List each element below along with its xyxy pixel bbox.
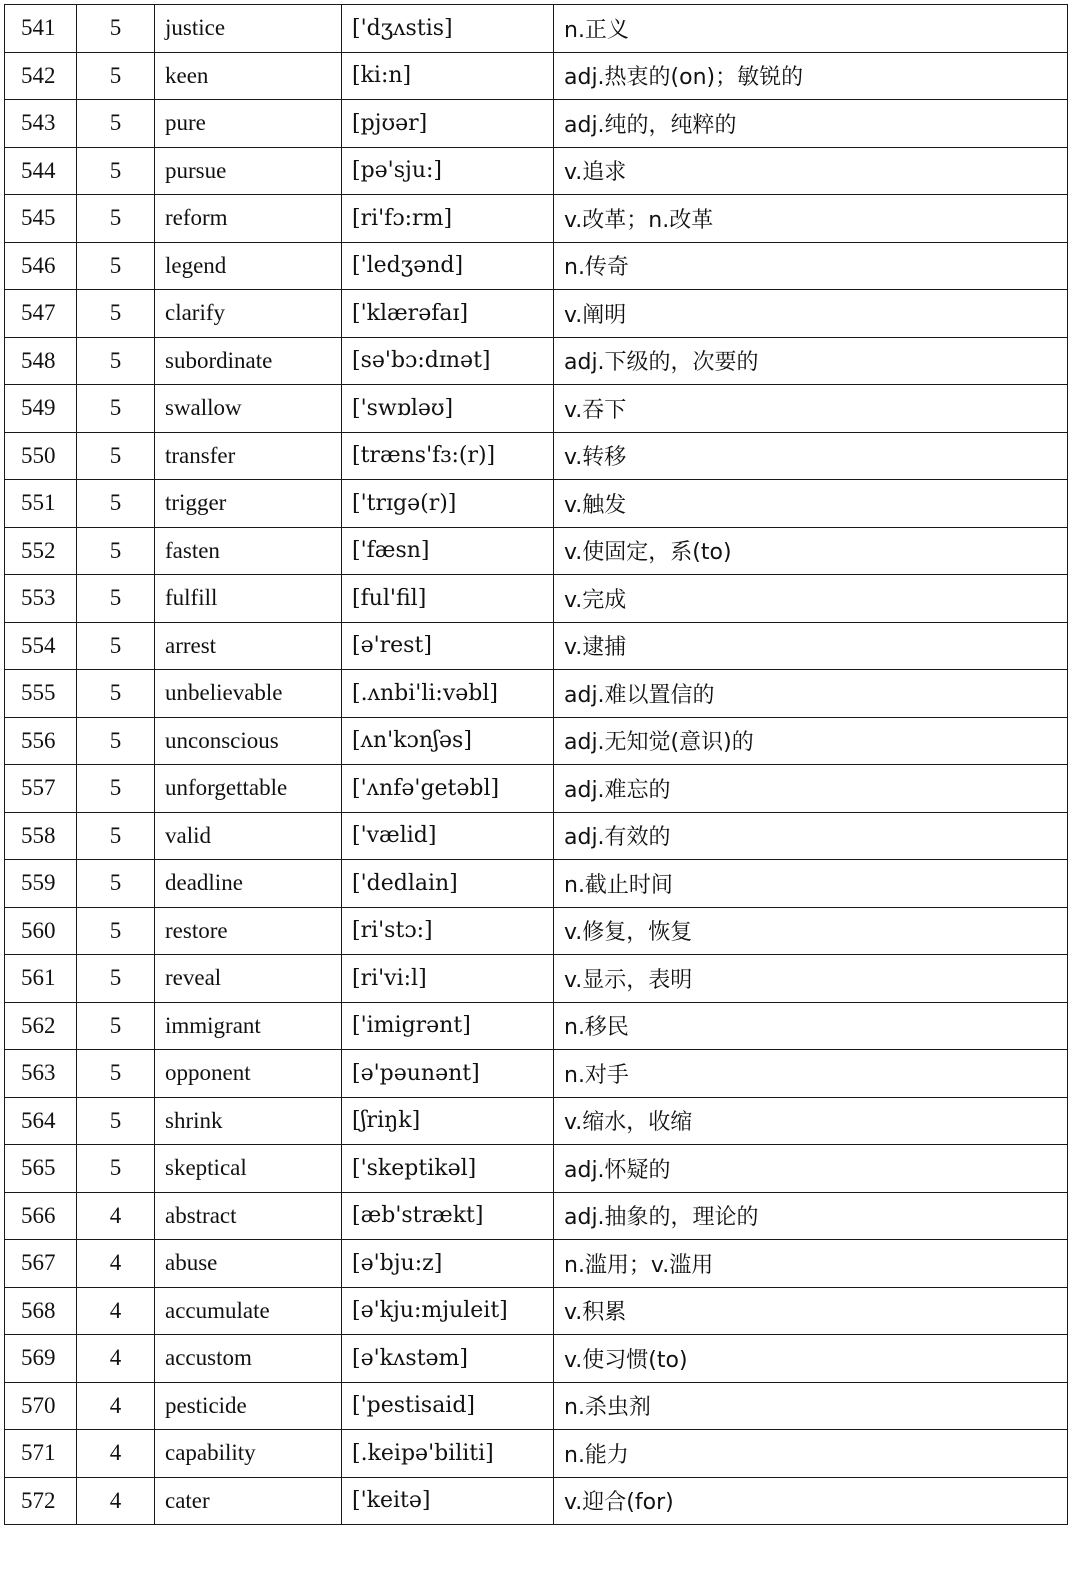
definition-cell: adj.纯的，纯粹的 bbox=[554, 100, 1068, 148]
word-cell: unconscious bbox=[155, 717, 342, 765]
table-row bbox=[5, 1430, 1068, 1478]
word-cell: swallow bbox=[155, 385, 342, 433]
definition-cell: adj.有效的 bbox=[554, 812, 1068, 860]
phonetic-cell: [ʌn'kɔnʃəs] bbox=[342, 717, 554, 765]
entry-number-cell: 570 bbox=[5, 1382, 77, 1430]
phonetic-cell: ['swɒləʊ] bbox=[342, 385, 554, 433]
frequency-cell: 5 bbox=[77, 5, 155, 53]
definition-cell: n.截止时间 bbox=[554, 860, 1068, 908]
phonetic-cell: [ki:n] bbox=[342, 52, 554, 100]
table-row bbox=[5, 860, 1068, 908]
entry-number-cell: 558 bbox=[5, 812, 77, 860]
word-cell: fasten bbox=[155, 527, 342, 575]
phonetic-cell: [træns'fɜ:(r)] bbox=[342, 432, 554, 480]
table-row bbox=[5, 147, 1068, 195]
word-cell: reveal bbox=[155, 955, 342, 1003]
entry-number-cell: 571 bbox=[5, 1430, 77, 1478]
frequency-cell: 5 bbox=[77, 622, 155, 670]
frequency-cell: 5 bbox=[77, 52, 155, 100]
word-cell: justice bbox=[155, 5, 342, 53]
table-row bbox=[5, 527, 1068, 575]
table-row bbox=[5, 622, 1068, 670]
frequency-cell: 4 bbox=[77, 1335, 155, 1383]
entry-number-cell: 547 bbox=[5, 290, 77, 338]
word-cell: trigger bbox=[155, 480, 342, 528]
phonetic-cell: [ful'fil] bbox=[342, 575, 554, 623]
table-row bbox=[5, 1192, 1068, 1240]
frequency-cell: 5 bbox=[77, 955, 155, 1003]
word-cell: cater bbox=[155, 1477, 342, 1525]
definition-cell: v.逮捕 bbox=[554, 622, 1068, 670]
table-row bbox=[5, 432, 1068, 480]
word-cell: opponent bbox=[155, 1050, 342, 1098]
table-row bbox=[5, 1145, 1068, 1193]
definition-cell: adj.抽象的，理论的 bbox=[554, 1192, 1068, 1240]
entry-number-cell: 544 bbox=[5, 147, 77, 195]
definition-cell: v.追求 bbox=[554, 147, 1068, 195]
frequency-cell: 5 bbox=[77, 385, 155, 433]
definition-cell: v.使固定，系(to) bbox=[554, 527, 1068, 575]
word-cell: immigrant bbox=[155, 1002, 342, 1050]
phonetic-cell: ['trɪgə(r)] bbox=[342, 480, 554, 528]
table-row bbox=[5, 717, 1068, 765]
entry-number-cell: 549 bbox=[5, 385, 77, 433]
definition-cell: n.能力 bbox=[554, 1430, 1068, 1478]
table-row bbox=[5, 765, 1068, 813]
frequency-cell: 5 bbox=[77, 812, 155, 860]
entry-number-cell: 546 bbox=[5, 242, 77, 290]
frequency-cell: 4 bbox=[77, 1382, 155, 1430]
entry-number-cell: 552 bbox=[5, 527, 77, 575]
word-cell: keen bbox=[155, 52, 342, 100]
word-cell: unbelievable bbox=[155, 670, 342, 718]
phonetic-cell: [ri'stɔ:] bbox=[342, 907, 554, 955]
frequency-cell: 5 bbox=[77, 242, 155, 290]
table-row bbox=[5, 1097, 1068, 1145]
entry-number-cell: 548 bbox=[5, 337, 77, 385]
table-row bbox=[5, 1002, 1068, 1050]
entry-number-cell: 557 bbox=[5, 765, 77, 813]
word-cell: unforgettable bbox=[155, 765, 342, 813]
definition-cell: n.滥用；v.滥用 bbox=[554, 1240, 1068, 1288]
table-row bbox=[5, 670, 1068, 718]
frequency-cell: 5 bbox=[77, 1145, 155, 1193]
table-row bbox=[5, 52, 1068, 100]
entry-number-cell: 555 bbox=[5, 670, 77, 718]
phonetic-cell: [.ʌnbi'li:vəbl] bbox=[342, 670, 554, 718]
frequency-cell: 5 bbox=[77, 1002, 155, 1050]
frequency-cell: 5 bbox=[77, 575, 155, 623]
entry-number-cell: 542 bbox=[5, 52, 77, 100]
phonetic-cell: ['klærəfaɪ] bbox=[342, 290, 554, 338]
definition-cell: v.使习惯(to) bbox=[554, 1335, 1068, 1383]
definition-cell: v.吞下 bbox=[554, 385, 1068, 433]
word-cell: capability bbox=[155, 1430, 342, 1478]
table-row bbox=[5, 1382, 1068, 1430]
phonetic-cell: [ʃriŋk] bbox=[342, 1097, 554, 1145]
phonetic-cell: ['fæsn] bbox=[342, 527, 554, 575]
table-row bbox=[5, 1240, 1068, 1288]
entry-number-cell: 568 bbox=[5, 1287, 77, 1335]
frequency-cell: 5 bbox=[77, 765, 155, 813]
entry-number-cell: 569 bbox=[5, 1335, 77, 1383]
phonetic-cell: [ə'pəunənt] bbox=[342, 1050, 554, 1098]
word-cell: arrest bbox=[155, 622, 342, 670]
entry-number-cell: 559 bbox=[5, 860, 77, 908]
table-row bbox=[5, 385, 1068, 433]
phonetic-cell: [ri'vi:l] bbox=[342, 955, 554, 1003]
table-row bbox=[5, 907, 1068, 955]
definition-cell: adj.下级的，次要的 bbox=[554, 337, 1068, 385]
word-cell: valid bbox=[155, 812, 342, 860]
phonetic-cell: [pə'sju:] bbox=[342, 147, 554, 195]
word-cell: fulfill bbox=[155, 575, 342, 623]
phonetic-cell: ['skeptikəl] bbox=[342, 1145, 554, 1193]
phonetic-cell: [ə'kju:mjuleit] bbox=[342, 1287, 554, 1335]
phonetic-cell: ['ʌnfə'getəbl] bbox=[342, 765, 554, 813]
definition-cell: adj.怀疑的 bbox=[554, 1145, 1068, 1193]
entry-number-cell: 556 bbox=[5, 717, 77, 765]
table-row bbox=[5, 480, 1068, 528]
frequency-cell: 5 bbox=[77, 1097, 155, 1145]
phonetic-cell: [.keipə'biliti] bbox=[342, 1430, 554, 1478]
frequency-cell: 5 bbox=[77, 337, 155, 385]
entry-number-cell: 543 bbox=[5, 100, 77, 148]
definition-cell: v.转移 bbox=[554, 432, 1068, 480]
frequency-cell: 5 bbox=[77, 147, 155, 195]
entry-number-cell: 565 bbox=[5, 1145, 77, 1193]
word-cell: accustom bbox=[155, 1335, 342, 1383]
frequency-cell: 4 bbox=[77, 1192, 155, 1240]
table-row bbox=[5, 575, 1068, 623]
table-row bbox=[5, 1335, 1068, 1383]
frequency-cell: 5 bbox=[77, 717, 155, 765]
definition-cell: v.迎合(for) bbox=[554, 1477, 1068, 1525]
word-cell: transfer bbox=[155, 432, 342, 480]
table-row bbox=[5, 955, 1068, 1003]
frequency-cell: 5 bbox=[77, 527, 155, 575]
definition-cell: n.杀虫剂 bbox=[554, 1382, 1068, 1430]
definition-cell: n.传奇 bbox=[554, 242, 1068, 290]
definition-cell: n.正义 bbox=[554, 5, 1068, 53]
table-row bbox=[5, 242, 1068, 290]
definition-cell: n.对手 bbox=[554, 1050, 1068, 1098]
definition-cell: n.移民 bbox=[554, 1002, 1068, 1050]
phonetic-cell: ['vælid] bbox=[342, 812, 554, 860]
phonetic-cell: ['dʒʌstis] bbox=[342, 5, 554, 53]
vocabulary-table bbox=[4, 4, 1068, 1525]
frequency-cell: 4 bbox=[77, 1477, 155, 1525]
phonetic-cell: ['pestisaid] bbox=[342, 1382, 554, 1430]
word-cell: reform bbox=[155, 195, 342, 243]
table-row bbox=[5, 5, 1068, 53]
word-cell: pesticide bbox=[155, 1382, 342, 1430]
entry-number-cell: 545 bbox=[5, 195, 77, 243]
vocabulary-table-body bbox=[5, 5, 1068, 1525]
word-cell: subordinate bbox=[155, 337, 342, 385]
definition-cell: adj.热衷的(on)；敏锐的 bbox=[554, 52, 1068, 100]
word-cell: abuse bbox=[155, 1240, 342, 1288]
table-row bbox=[5, 1050, 1068, 1098]
frequency-cell: 5 bbox=[77, 670, 155, 718]
table-row bbox=[5, 290, 1068, 338]
entry-number-cell: 560 bbox=[5, 907, 77, 955]
word-cell: legend bbox=[155, 242, 342, 290]
word-cell: clarify bbox=[155, 290, 342, 338]
phonetic-cell: [ə'kʌstəm] bbox=[342, 1335, 554, 1383]
definition-cell: v.缩水，收缩 bbox=[554, 1097, 1068, 1145]
phonetic-cell: [æb'strækt] bbox=[342, 1192, 554, 1240]
definition-cell: v.积累 bbox=[554, 1287, 1068, 1335]
frequency-cell: 5 bbox=[77, 100, 155, 148]
word-cell: accumulate bbox=[155, 1287, 342, 1335]
entry-number-cell: 551 bbox=[5, 480, 77, 528]
definition-cell: v.触发 bbox=[554, 480, 1068, 528]
definition-cell: adj.无知觉(意识)的 bbox=[554, 717, 1068, 765]
word-cell: skeptical bbox=[155, 1145, 342, 1193]
entry-number-cell: 567 bbox=[5, 1240, 77, 1288]
definition-cell: v.阐明 bbox=[554, 290, 1068, 338]
frequency-cell: 5 bbox=[77, 1050, 155, 1098]
table-row bbox=[5, 812, 1068, 860]
definition-cell: adj.难忘的 bbox=[554, 765, 1068, 813]
entry-number-cell: 554 bbox=[5, 622, 77, 670]
frequency-cell: 4 bbox=[77, 1430, 155, 1478]
entry-number-cell: 550 bbox=[5, 432, 77, 480]
table-row bbox=[5, 195, 1068, 243]
phonetic-cell: ['imigrənt] bbox=[342, 1002, 554, 1050]
word-cell: shrink bbox=[155, 1097, 342, 1145]
phonetic-cell: [ə'rest] bbox=[342, 622, 554, 670]
word-cell: abstract bbox=[155, 1192, 342, 1240]
definition-cell: v.显示，表明 bbox=[554, 955, 1068, 1003]
word-cell: deadline bbox=[155, 860, 342, 908]
phonetic-cell: [ri'fɔ:rm] bbox=[342, 195, 554, 243]
frequency-cell: 4 bbox=[77, 1240, 155, 1288]
frequency-cell: 5 bbox=[77, 432, 155, 480]
definition-cell: v.修复，恢复 bbox=[554, 907, 1068, 955]
entry-number-cell: 562 bbox=[5, 1002, 77, 1050]
phonetic-cell: [pjʊər] bbox=[342, 100, 554, 148]
frequency-cell: 5 bbox=[77, 290, 155, 338]
definition-cell: adj.难以置信的 bbox=[554, 670, 1068, 718]
entry-number-cell: 563 bbox=[5, 1050, 77, 1098]
entry-number-cell: 561 bbox=[5, 955, 77, 1003]
phonetic-cell: [ə'bju:z] bbox=[342, 1240, 554, 1288]
table-row bbox=[5, 1477, 1068, 1525]
frequency-cell: 5 bbox=[77, 907, 155, 955]
entry-number-cell: 572 bbox=[5, 1477, 77, 1525]
entry-number-cell: 553 bbox=[5, 575, 77, 623]
entry-number-cell: 541 bbox=[5, 5, 77, 53]
word-cell: pursue bbox=[155, 147, 342, 195]
phonetic-cell: ['keitə] bbox=[342, 1477, 554, 1525]
definition-cell: v.改革；n.改革 bbox=[554, 195, 1068, 243]
word-cell: pure bbox=[155, 100, 342, 148]
table-row bbox=[5, 100, 1068, 148]
frequency-cell: 4 bbox=[77, 1287, 155, 1335]
phonetic-cell: ['dedlain] bbox=[342, 860, 554, 908]
frequency-cell: 5 bbox=[77, 195, 155, 243]
definition-cell: v.完成 bbox=[554, 575, 1068, 623]
word-cell: restore bbox=[155, 907, 342, 955]
phonetic-cell: [sə'bɔ:dɪnət] bbox=[342, 337, 554, 385]
phonetic-cell: ['ledʒənd] bbox=[342, 242, 554, 290]
entry-number-cell: 566 bbox=[5, 1192, 77, 1240]
entry-number-cell: 564 bbox=[5, 1097, 77, 1145]
frequency-cell: 5 bbox=[77, 480, 155, 528]
table-row bbox=[5, 337, 1068, 385]
frequency-cell: 5 bbox=[77, 860, 155, 908]
table-row bbox=[5, 1287, 1068, 1335]
